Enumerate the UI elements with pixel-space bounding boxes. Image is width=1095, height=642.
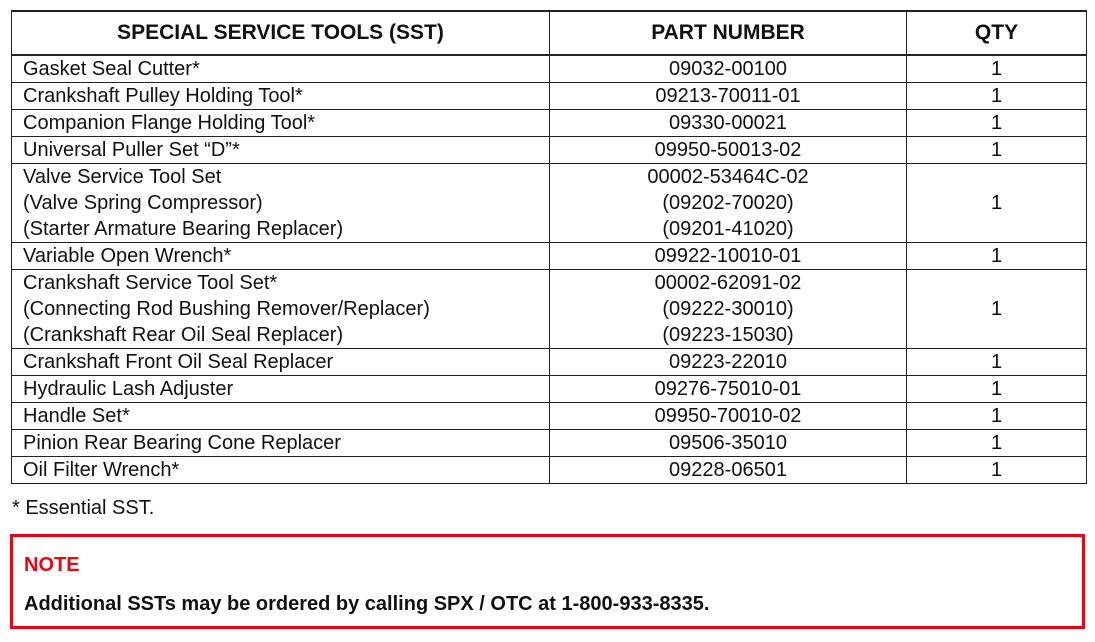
tool-cell <box>12 243 550 270</box>
tool-cell <box>12 137 550 164</box>
part-number-cell-line: 09213-70011-01 <box>655 85 801 107</box>
table-row <box>12 349 1087 376</box>
part-number-cell <box>550 270 907 349</box>
tool-cell <box>12 349 550 376</box>
tool-cell <box>12 403 550 430</box>
part-number-cell-line: 09032-00100 <box>669 58 787 80</box>
qty-cell: 1 <box>907 83 1087 110</box>
tool-cell-line: Crankshaft Front Oil Seal Replacer <box>23 351 334 373</box>
tool-cell-line: Universal Puller Set “D”* <box>23 139 240 161</box>
tool-cell-line: (Valve Spring Compressor) <box>23 192 263 214</box>
part-number-cell <box>550 349 907 376</box>
part-number-cell-line: 09922-10010-01 <box>654 245 802 267</box>
tool-cell-line: Crankshaft Service Tool Set* <box>23 272 278 294</box>
part-number-cell-line: 00002-53464C-02 <box>647 166 809 188</box>
part-number-cell <box>550 403 907 430</box>
part-number-cell <box>550 164 907 243</box>
qty-cell: 1 <box>907 243 1087 270</box>
part-number-cell-line: (09222-30010) <box>662 298 794 320</box>
tool-cell-line: Oil Filter Wrench* <box>23 459 180 481</box>
tool-cell <box>12 110 550 137</box>
part-number-cell <box>550 430 907 457</box>
part-number-cell-line: 09223-22010 <box>669 351 787 373</box>
tool-cell-line: (Crankshaft Rear Oil Seal Replacer) <box>23 324 344 346</box>
tool-cell <box>12 430 550 457</box>
table-row <box>12 110 1087 137</box>
qty-cell: 1 <box>907 55 1087 83</box>
footnote: * Essential SST. <box>12 497 155 519</box>
table-row <box>12 430 1087 457</box>
sst-table <box>11 10 1087 484</box>
tool-cell-line: Pinion Rear Bearing Cone Replacer <box>23 432 341 454</box>
part-number-cell-line: 09506-35010 <box>669 432 787 454</box>
tool-cell-line: Crankshaft Pulley Holding Tool* <box>23 85 303 107</box>
tool-cell-line: Companion Flange Holding Tool* <box>23 112 316 134</box>
note-box <box>10 534 1085 629</box>
tool-cell <box>12 376 550 403</box>
qty-cell: 1 <box>907 270 1087 349</box>
part-number-cell-line: (09223-15030) <box>662 324 794 346</box>
part-number-cell <box>550 457 907 484</box>
tool-cell <box>12 457 550 484</box>
part-number-cell-line: 00002-62091-02 <box>654 272 802 294</box>
part-number-cell-line: 09950-50013-02 <box>654 139 802 161</box>
qty-cell: 1 <box>907 457 1087 484</box>
header-tool: SPECIAL SERVICE TOOLS (SST) <box>12 11 550 55</box>
qty-cell: 1 <box>907 110 1087 137</box>
tool-cell <box>12 270 550 349</box>
table-row <box>12 164 1087 243</box>
table-row <box>12 83 1087 110</box>
table-row <box>12 137 1087 164</box>
note-text: Additional SSTs may be ordered by calling SPX / OTC at 1-800-933-8335. <box>24 593 710 615</box>
tool-cell-line: (Starter Armature Bearing Replacer) <box>23 218 344 240</box>
part-number-cell-line: 09276-75010-01 <box>654 378 802 400</box>
part-number-cell-line: (09201-41020) <box>662 218 794 240</box>
table-row <box>12 243 1087 270</box>
qty-cell: 1 <box>907 164 1087 243</box>
part-number-cell-line: 09228-06501 <box>669 459 787 481</box>
table-row <box>12 376 1087 403</box>
table-row <box>12 270 1087 349</box>
note-title: NOTE <box>24 554 80 576</box>
table-body <box>12 55 1087 484</box>
part-number-cell <box>550 137 907 164</box>
part-number-cell <box>550 83 907 110</box>
header-row <box>12 11 1087 55</box>
tool-cell <box>12 83 550 110</box>
part-number-cell <box>550 243 907 270</box>
part-number-cell-line: 09950-70010-02 <box>654 405 802 427</box>
header-part-number: PART NUMBER <box>550 11 907 55</box>
tool-cell-line: (Connecting Rod Bushing Remover/Replacer) <box>23 298 430 320</box>
part-number-cell-line: 09330-00021 <box>669 112 787 134</box>
tool-cell-line: Valve Service Tool Set <box>23 166 222 188</box>
qty-cell: 1 <box>907 430 1087 457</box>
part-number-cell <box>550 55 907 83</box>
part-number-cell <box>550 110 907 137</box>
tool-cell-line: Handle Set* <box>23 405 130 427</box>
tool-cell-line: Gasket Seal Cutter* <box>23 58 200 80</box>
qty-cell: 1 <box>907 403 1087 430</box>
header-qty: QTY <box>907 11 1087 55</box>
part-number-cell-line: (09202-70020) <box>662 192 794 214</box>
table-row <box>12 457 1087 484</box>
table-row <box>12 55 1087 83</box>
qty-cell: 1 <box>907 376 1087 403</box>
part-number-cell <box>550 376 907 403</box>
tool-cell-line: Hydraulic Lash Adjuster <box>23 378 234 400</box>
qty-cell: 1 <box>907 137 1087 164</box>
tool-cell <box>12 55 550 83</box>
tool-cell <box>12 164 550 243</box>
tool-cell-line: Variable Open Wrench* <box>23 245 232 267</box>
table-row <box>12 403 1087 430</box>
qty-cell: 1 <box>907 349 1087 376</box>
